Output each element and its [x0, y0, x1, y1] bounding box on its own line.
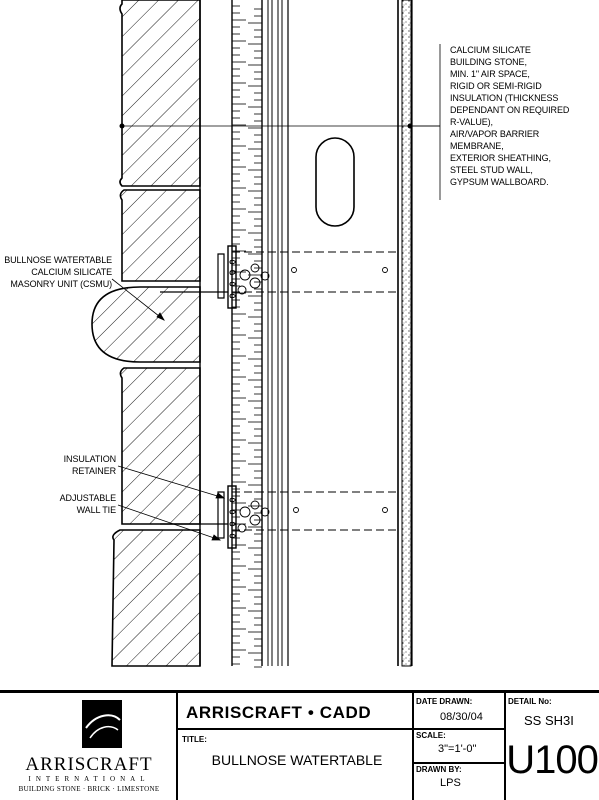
detail-code: U100 — [506, 738, 598, 782]
stone-unit-3 — [120, 368, 200, 524]
wall-layers — [200, 0, 412, 666]
logo-wordmark: ARRISCRAFT — [25, 754, 153, 775]
drawing-title: BULLNOSE WATERTABLE — [211, 752, 383, 768]
logo-tagline: BUILDING STONE · BRICK · LIMESTONE — [18, 785, 160, 793]
detail-sub: SS SH3I — [524, 713, 574, 728]
stone-unit-2 — [120, 190, 200, 281]
stone-units — [92, 0, 200, 666]
bullnose-note: BULLNOSE WATERTABLE CALCIUM SILICATE MASONRY UNIT (CSMU) — [4, 255, 112, 289]
scale-value: 3"=1'-0" — [438, 743, 477, 755]
date-label: DATE DRAWN: — [416, 697, 473, 706]
logo-subtitle: INTERNATIONAL — [28, 775, 150, 783]
scale-label: SCALE: — [416, 731, 446, 740]
bullnose-unit — [92, 287, 200, 362]
insulation-retainer-note: INSULATION RETAINER — [63, 454, 116, 476]
stone-unit-top — [120, 0, 200, 186]
title-label: TITLE: — [182, 735, 207, 744]
detail-label: DETAIL No: — [508, 697, 552, 706]
stone-unit-4 — [112, 530, 200, 666]
insulation-ticks — [232, 6, 262, 667]
stud-opening — [316, 138, 354, 226]
brand-heading: ARRISCRAFT • CADD — [186, 703, 372, 722]
drawn-by-value: LPS — [440, 777, 461, 789]
drawn-by-label: DRAWN BY: — [416, 765, 462, 774]
arriscraft-logo-icon — [82, 700, 122, 748]
date-value: 08/30/04 — [440, 711, 483, 723]
cut-dot-left — [120, 124, 125, 129]
wall-layers-note: CALCIUM SILICATE BUILDING STONE, MIN. 1" AIR SPACE, RIGID OR SEMI-RIGID INSULATION (THICKNESS DEPENDANT ON REQUIRED R-VALUE), AIR/VAPOR BARRIER MEMBRANE, EXTERIOR SHEATHING, STEEL STUD WALL, GYPSUM WALLBOARD. — [450, 45, 570, 187]
wall-tie-note: ADJUSTABLE WALL TIE — [59, 493, 116, 515]
